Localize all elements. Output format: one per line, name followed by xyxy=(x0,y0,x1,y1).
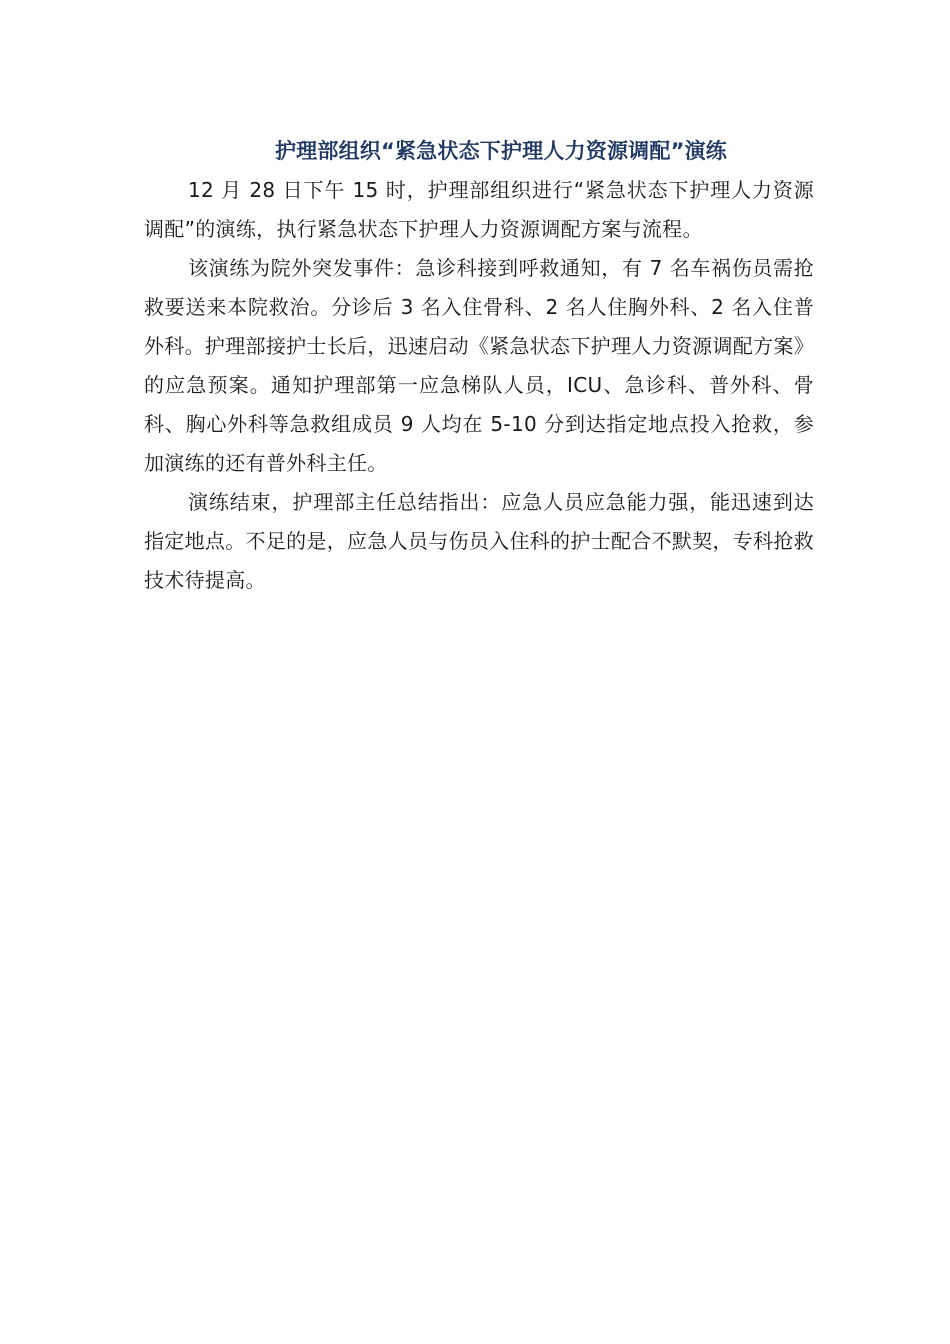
document-body xyxy=(144,171,814,600)
paragraph-exercise-summary: 演练结束，护理部主任总结指出：应急人员应急能力强，能迅速到达指定地点。不足的是，应急人员与伤员入住科的护士配合不默契，专科抢救技术待提高。 xyxy=(144,490,814,592)
paragraph-exercise-scenario: 该演练为院外突发事件：急诊科接到呼救通知，有 7 名车祸伤员需抢救要送来本院救治。分诊后 3 名入住骨科、2 名人住胸外科、2 名入住普外科。护理部接护士长后，迅速启动《紧急状态下护理人力资源调配方案》的应急预案。通知护理部第一应急梯队人员，ICU、急诊科、普外科、骨科、胸心外科等急救组成员 9 人均在 5-10 分到达指定地点投入抢救，参加演练的还有普外科主任。 xyxy=(144,256,814,475)
paragraph-exercise-intro: 12 月 28 日下午 15 时，护理部组织进行“紧急状态下护理人力资源调配”的演练，执行紧急状态下护理人力资源调配方案与流程。 xyxy=(144,178,814,241)
document-title: 护理部组织“紧急状态下护理人力资源调配”演练 xyxy=(274,139,727,163)
